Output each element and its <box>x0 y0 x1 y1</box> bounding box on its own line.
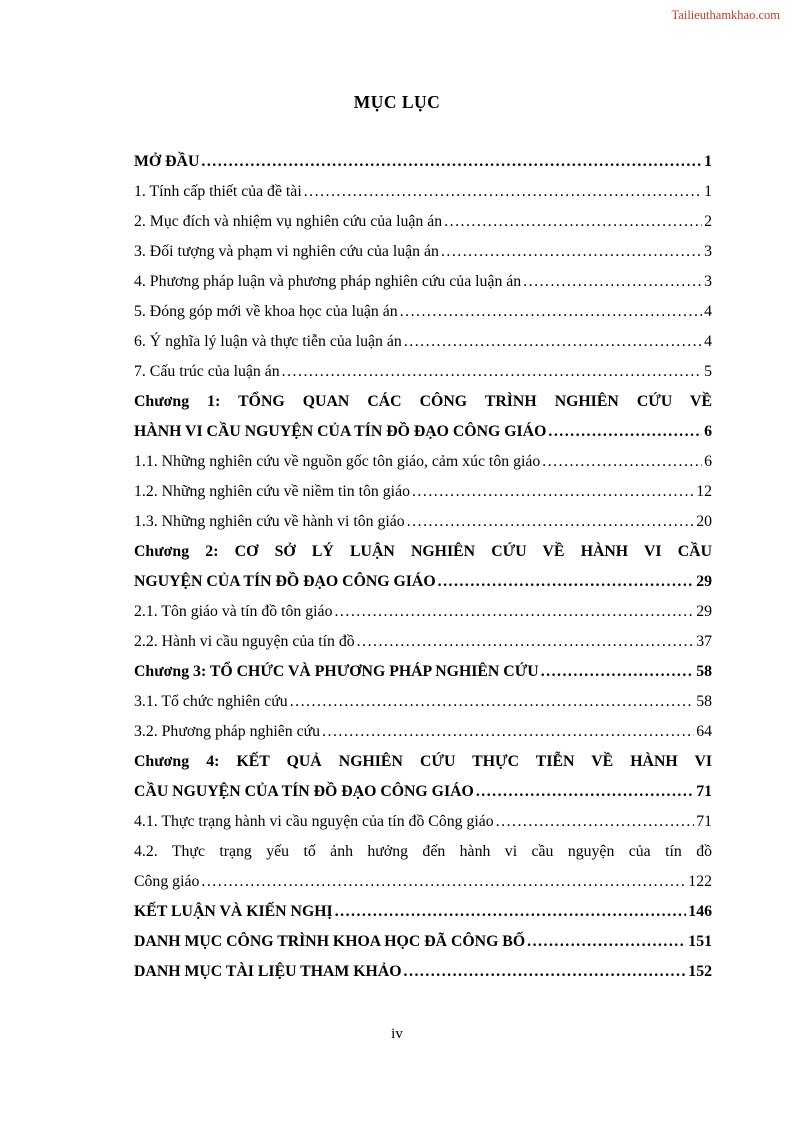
dot-leader <box>523 267 702 297</box>
toc-entry <box>134 957 712 987</box>
toc-entry <box>134 147 712 177</box>
dot-leader <box>407 507 694 537</box>
toc-page-number: 1 <box>704 153 712 170</box>
toc-entry <box>134 357 712 387</box>
toc-entry-text: 2.2. Hành vi cầu nguyện của tín đồ <box>134 633 355 650</box>
dot-leader <box>400 297 702 327</box>
dot-leader <box>304 177 702 207</box>
toc-entry <box>134 897 712 927</box>
toc-page-number: 1 <box>704 183 712 200</box>
page-number-footer: iv <box>391 1026 403 1042</box>
toc-entry-text: Chương 4: KẾT QUẢ NGHIÊN CỨU THỰC TIỄN VỀ HÀNH VI <box>134 753 712 770</box>
toc-entry-text: Chương 3: TỔ CHỨC VÀ PHƯƠNG PHÁP NGHIÊN CỨU <box>134 663 539 680</box>
toc-entry <box>134 927 712 957</box>
toc-entry <box>134 477 712 507</box>
toc-entry <box>134 597 712 627</box>
toc-list <box>134 147 712 987</box>
toc-page-number: 37 <box>696 633 712 650</box>
toc-entry-text: 6. Ý nghĩa lý luận và thực tiễn của luận án <box>134 333 402 350</box>
toc-entry-text: 3.2. Phương pháp nghiên cứu <box>134 723 321 740</box>
toc-page-number: 71 <box>696 783 712 800</box>
dot-leader <box>404 957 687 987</box>
toc-page-number: 146 <box>688 903 712 920</box>
toc-entry-text: 1.2. Những nghiên cứu về niềm tin tôn giáo <box>134 483 410 500</box>
dot-leader <box>404 327 702 357</box>
toc-page-number: 58 <box>696 693 712 710</box>
toc-entry <box>134 507 712 537</box>
toc-entry-text: 5. Đóng góp mới về khoa học của luận án <box>134 303 398 320</box>
toc-entry-text: 1.1. Những nghiên cứu về nguồn gốc tôn giáo, cảm xúc tôn giáo <box>134 453 541 470</box>
toc-page-number: 3 <box>704 273 712 290</box>
toc-page-number: 4 <box>704 333 712 350</box>
toc-entry <box>134 807 712 837</box>
toc-entry <box>134 867 712 897</box>
toc-entry-text: DANH MỤC TÀI LIỆU THAM KHẢO <box>134 963 402 980</box>
toc-entry <box>134 387 712 417</box>
toc-page-number: 20 <box>696 513 712 530</box>
toc-entry-text: NGUYỆN CỦA TÍN ĐỒ ĐẠO CÔNG GIÁO <box>134 573 436 590</box>
toc-entry <box>134 567 712 597</box>
dot-leader <box>334 597 694 627</box>
toc-entry <box>134 267 712 297</box>
toc-page-number: 6 <box>704 423 712 440</box>
toc-entry <box>134 237 712 267</box>
toc-page-number: 64 <box>696 723 712 740</box>
toc-page-number: 151 <box>688 933 712 950</box>
toc-entry-text: Chương 2: CƠ SỞ LÝ LUẬN NGHIÊN CỨU VỀ HÀNH VI CẦU <box>134 543 712 560</box>
toc-entry <box>134 207 712 237</box>
toc-entry-text: 2.1. Tôn giáo và tín đồ tôn giáo <box>134 603 333 620</box>
toc-entry <box>134 537 712 567</box>
toc-entry <box>134 777 712 807</box>
dot-leader <box>444 207 702 237</box>
toc-page-number: 152 <box>688 963 712 980</box>
toc-entry <box>134 627 712 657</box>
toc-entry <box>134 717 712 747</box>
dot-leader <box>201 867 686 897</box>
toc-entry <box>134 327 712 357</box>
dot-leader <box>201 147 702 177</box>
toc-entry-text: 4.2. Thực trạng yếu tố ảnh hưởng đến hành vi cầu nguyện của tín đồ <box>134 843 712 860</box>
toc-page-number: 122 <box>688 873 712 890</box>
toc-entry-text: CẦU NGUYỆN CỦA TÍN ĐỒ ĐẠO CÔNG GIÁO <box>134 783 474 800</box>
dot-leader <box>282 357 702 387</box>
dot-leader <box>322 717 694 747</box>
toc-entry <box>134 447 712 477</box>
toc-page-number: 71 <box>696 813 712 830</box>
toc-page-number: 29 <box>696 573 712 590</box>
toc-entry-text: DANH MỤC CÔNG TRÌNH KHOA HỌC ĐÃ CÔNG BỐ <box>134 933 526 950</box>
toc-entry-text: KẾT LUẬN VÀ KIẾN NGHỊ <box>134 903 333 920</box>
toc-entry <box>134 417 712 447</box>
toc-page-number: 29 <box>696 603 712 620</box>
dot-leader <box>542 447 702 477</box>
toc-entry <box>134 687 712 717</box>
dot-leader <box>438 567 695 597</box>
toc-entry <box>134 177 712 207</box>
toc-entry-text: Công giáo <box>134 873 200 890</box>
toc-entry-text: 4. Phương pháp luận và phương pháp nghiên cứu của luận án <box>134 273 522 290</box>
dot-leader <box>541 657 695 687</box>
toc-page-number: 5 <box>704 363 712 380</box>
toc-entry <box>134 837 712 867</box>
toc-entry-text: Chương 1: TỔNG QUAN CÁC CÔNG TRÌNH NGHIÊN CỨU VỀ <box>134 393 712 410</box>
toc-page-number: 58 <box>696 663 712 680</box>
toc-page-number: 2 <box>704 213 712 230</box>
toc-entry-text: 3.1. Tổ chức nghiên cứu <box>134 693 288 710</box>
page-title: MỤC LỤC <box>353 92 441 112</box>
dot-leader <box>441 237 702 267</box>
toc-page-number: 6 <box>704 453 712 470</box>
toc-page-number: 4 <box>704 303 712 320</box>
toc-entry-text: 7. Cấu trúc của luận án <box>134 363 280 380</box>
toc-entry <box>134 297 712 327</box>
toc-page-number: 12 <box>696 483 712 500</box>
dot-leader <box>335 897 687 927</box>
watermark-link[interactable]: Tailieuthamkhao.com <box>671 8 780 22</box>
toc-page-number: 3 <box>704 243 712 260</box>
dot-leader <box>496 807 695 837</box>
toc-entry-text: MỞ ĐẦU <box>134 153 200 170</box>
toc-entry-text: HÀNH VI CẦU NGUYỆN CỦA TÍN ĐỒ ĐẠO CÔNG GIÁO <box>134 423 547 440</box>
toc-entry-text: 1.3. Những nghiên cứu về hành vi tôn giáo <box>134 513 405 530</box>
toc-entry <box>134 747 712 777</box>
toc-entry-text: 2. Mục đích và nhiệm vụ nghiên cứu của luận án <box>134 213 443 230</box>
dot-leader <box>476 777 694 807</box>
dot-leader <box>548 417 702 447</box>
dot-leader <box>357 627 695 657</box>
toc-entry-text: 4.1. Thực trạng hành vi cầu nguyện của tín đồ Công giáo <box>134 813 494 830</box>
toc-entry-text: 3. Đối tượng và phạm vi nghiên cứu của luận án <box>134 243 439 260</box>
dot-leader <box>290 687 694 717</box>
toc-entry <box>134 657 712 687</box>
dot-leader <box>412 477 694 507</box>
toc-entry-text: 1. Tính cấp thiết của đề tài <box>134 183 302 200</box>
dot-leader <box>527 927 686 957</box>
